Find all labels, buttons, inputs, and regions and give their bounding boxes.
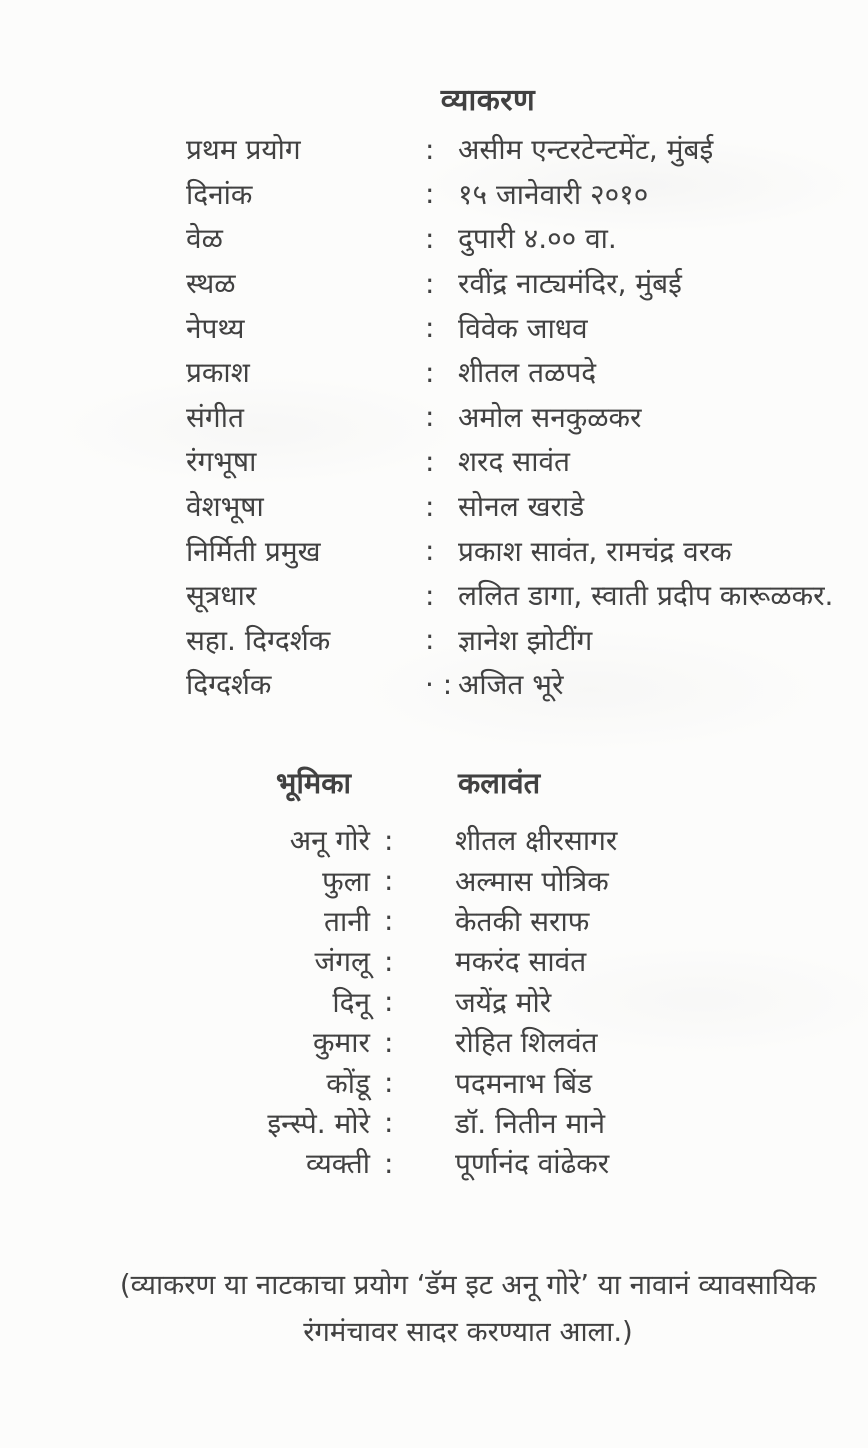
credit-value: ज्ञानेश झोटींग	[458, 623, 593, 657]
credit-label: संगीत	[186, 400, 244, 434]
cast-row	[0, 1143, 868, 1183]
credit-row	[0, 172, 868, 217]
credit-row	[0, 305, 868, 350]
credit-value: दुपारी ४.०० वा.	[458, 222, 617, 256]
credit-row	[0, 261, 868, 306]
credits-list	[0, 127, 868, 707]
credit-label: प्रकाश	[186, 356, 250, 390]
credit-label: रंगभूषा	[186, 445, 257, 479]
credit-colon: :	[425, 400, 435, 434]
cast-colon: :	[384, 1106, 394, 1140]
credit-label: नेपथ्य	[186, 311, 245, 345]
credit-value: सोनल खराडे	[458, 490, 585, 524]
credit-colon: :	[425, 534, 435, 568]
cast-artist: जयेंद्र मोरे	[455, 985, 552, 1019]
footnote	[34, 1262, 868, 1356]
credit-label: स्थळ	[186, 267, 236, 301]
cast-row	[0, 901, 868, 941]
cast-artist: रोहित शिलवंत	[455, 1026, 598, 1060]
credit-row	[0, 395, 868, 440]
artist-column-header: कलावंत	[458, 766, 541, 800]
credit-value: अजित भूरे	[458, 668, 564, 702]
credit-value: विवेक जाधव	[458, 311, 588, 345]
cast-role: कुमार	[313, 1026, 370, 1060]
cast-row	[0, 1103, 868, 1143]
cast-artist: केतकी सराफ	[455, 904, 590, 938]
credit-label: प्रथम प्रयोग	[186, 133, 301, 167]
credit-label: वेशभूषा	[186, 490, 264, 524]
cast-artist: पदमनाभ बिंड	[455, 1066, 593, 1100]
cast-colon: :	[384, 1146, 394, 1180]
credit-colon: :	[425, 623, 435, 657]
cast-row	[0, 982, 868, 1022]
credit-colon: :	[425, 221, 435, 255]
credit-colon: :	[425, 444, 435, 478]
cast-row	[0, 1022, 868, 1062]
credit-row	[0, 528, 868, 573]
role-column-header: भूमिका	[276, 766, 352, 800]
cast-colon: :	[384, 1066, 394, 1100]
cast-colon: :	[384, 864, 394, 898]
credit-value: असीम एन्टरटेन्टमेंट, मुंबई	[458, 133, 714, 167]
cast-artist: शीतल क्षीरसागर	[455, 824, 618, 858]
cast-row	[0, 941, 868, 981]
cast-role: दिनू	[332, 985, 370, 1019]
page-title: व्याकरण	[440, 83, 536, 118]
cast-header-row	[0, 763, 868, 803]
cast-role: जंगलू	[314, 945, 370, 979]
credit-colon: :	[425, 355, 435, 389]
credit-colon: :	[425, 489, 435, 523]
cast-row	[0, 1062, 868, 1102]
footnote-line-2: रंगमंचावर सादर करण्यात आला.)	[303, 1316, 633, 1348]
credit-colon: :	[425, 266, 435, 300]
credit-row	[0, 216, 868, 261]
cast-colon: :	[384, 823, 394, 857]
cast-colon: :	[384, 985, 394, 1019]
cast-role: व्यक्ती	[305, 1147, 370, 1181]
credit-colon: :	[425, 177, 435, 211]
credit-row	[0, 662, 868, 707]
credit-row	[0, 439, 868, 484]
credit-label: दिग्दर्शक	[186, 668, 272, 702]
cast-role: इन्स्पे. मोरे	[267, 1106, 370, 1140]
credit-label: सूत्रधार	[186, 579, 257, 613]
credit-colon: :	[425, 578, 435, 612]
credit-value: शीतल तळपदे	[458, 356, 597, 390]
cast-artist: अल्मास पोत्रिक	[455, 864, 609, 898]
credit-value: रवींद्र नाट्यमंदिर, मुंबई	[458, 267, 682, 301]
cast-role: अनू गोरे	[289, 824, 370, 858]
cast-artist: डॉ. नितीन माने	[455, 1106, 606, 1140]
credit-label: निर्मिती प्रमुख	[186, 534, 321, 568]
credit-value: अमोल सनकुळकर	[458, 400, 642, 434]
credit-label: सहा. दिग्दर्शक	[186, 623, 331, 657]
credit-row	[0, 573, 868, 618]
credit-label: दिनांक	[186, 177, 253, 211]
cast-role: कोंडू	[326, 1066, 370, 1100]
cast-role: तानी	[323, 904, 370, 938]
credit-value: प्रकाश सावंत, रामचंद्र वरक	[458, 534, 732, 568]
credit-colon: :	[425, 311, 435, 345]
credit-value: १५ जानेवारी २०१०	[458, 177, 649, 211]
cast-list	[0, 820, 868, 1184]
credit-row	[0, 618, 868, 663]
cast-row	[0, 860, 868, 900]
cast-colon: :	[384, 944, 394, 978]
cast-colon: :	[384, 1025, 394, 1059]
cast-role: फुला	[322, 864, 370, 898]
credit-row	[0, 127, 868, 172]
credit-colon: :	[425, 132, 435, 166]
credit-value: शरद सावंत	[458, 445, 570, 479]
credit-row	[0, 350, 868, 395]
credit-value: ललित डागा, स्वाती प्रदीप कारूळकर.	[458, 579, 834, 613]
cast-colon: :	[384, 904, 394, 938]
footnote-line-1: (व्याकरण या नाटकाचा प्रयोग ‘डॅम इट अनू गोरे’ या नावानं व्यावसायिक	[119, 1269, 817, 1301]
credit-label: वेळ	[186, 222, 223, 256]
cast-row	[0, 820, 868, 860]
cast-artist: पूर्णानंद वांढेकर	[455, 1147, 610, 1181]
credit-row	[0, 484, 868, 529]
credit-colon: · :	[425, 667, 453, 701]
cast-artist: मकरंद सावंत	[455, 945, 587, 979]
